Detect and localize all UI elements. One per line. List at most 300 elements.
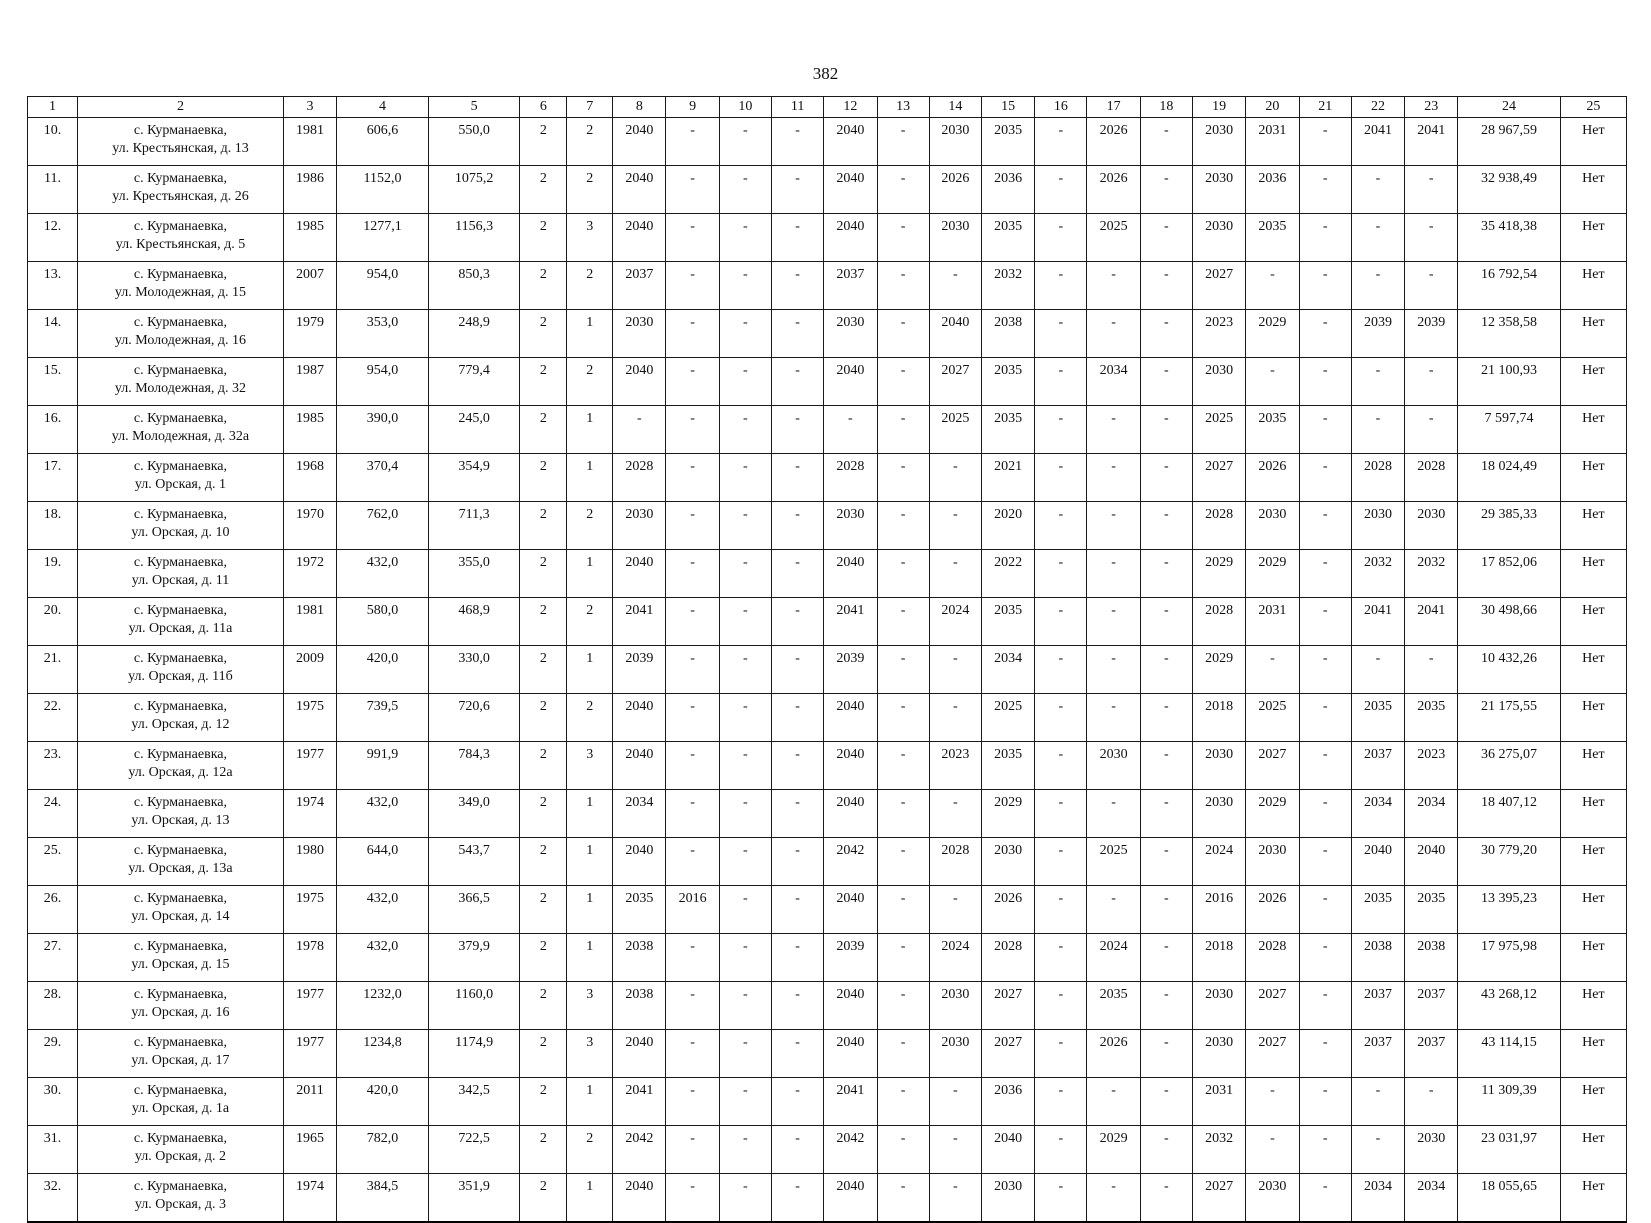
address-settlement: с. Курманаевка, xyxy=(133,459,228,474)
address-street: ул. Орская, д. 11а xyxy=(128,621,233,636)
table-row xyxy=(28,310,1627,358)
cell-col-20: 2035 xyxy=(1246,406,1299,454)
cell-col-17: - xyxy=(1087,1078,1140,1126)
cell-col-24: 18 024,49 xyxy=(1458,454,1560,502)
cell-col-25: Нет xyxy=(1560,838,1626,886)
cell-col-9: - xyxy=(666,934,719,982)
address-settlement: с. Курманаевка, xyxy=(133,987,228,1002)
cell-col-18: - xyxy=(1140,598,1192,646)
cell-col-18: - xyxy=(1140,262,1192,310)
cell-col-11: - xyxy=(772,694,824,742)
cell-col-24: 10 432,26 xyxy=(1458,646,1560,694)
address-cell xyxy=(78,742,284,790)
row-number: 20. xyxy=(28,598,78,646)
row-number: 24. xyxy=(28,790,78,838)
cell-col-13: - xyxy=(877,1174,929,1223)
cell-col-22: 2037 xyxy=(1351,742,1404,790)
row-number: 25. xyxy=(28,838,78,886)
cell-col-11: - xyxy=(772,454,824,502)
cell-col-4: 1232,0 xyxy=(337,982,429,1030)
cell-col-19: 2030 xyxy=(1192,742,1245,790)
cell-col-13: - xyxy=(877,550,929,598)
cell-col-19: 2030 xyxy=(1192,118,1245,166)
row-number: 14. xyxy=(28,310,78,358)
address-settlement: с. Курманаевка, xyxy=(133,1083,228,1098)
cell-col-11: - xyxy=(772,550,824,598)
cell-col-13: - xyxy=(877,790,929,838)
address-cell xyxy=(78,1030,284,1078)
row-number: 26. xyxy=(28,886,78,934)
cell-col-5: 550,0 xyxy=(428,118,520,166)
cell-col-4: 580,0 xyxy=(337,598,429,646)
cell-col-13: - xyxy=(877,214,929,262)
cell-col-11: - xyxy=(772,1126,824,1174)
cell-col-10: - xyxy=(719,742,771,790)
address-settlement: с. Курманаевка, xyxy=(133,699,228,714)
address-cell xyxy=(78,934,284,982)
cell-col-16: - xyxy=(1035,550,1087,598)
cell-col-15: 2038 xyxy=(981,310,1034,358)
cell-col-8: 2040 xyxy=(613,694,666,742)
cell-col-4: 432,0 xyxy=(337,790,429,838)
cell-col-11: - xyxy=(772,358,824,406)
address-street: ул. Орская, д. 11б xyxy=(128,669,233,684)
cell-col-15: 2036 xyxy=(981,1078,1034,1126)
column-header-4: 4 xyxy=(337,97,429,118)
cell-col-14: 2030 xyxy=(929,982,981,1030)
address-settlement: с. Курманаевка, xyxy=(133,411,228,426)
cell-col-22: 2041 xyxy=(1351,598,1404,646)
cell-col-24: 30 498,66 xyxy=(1458,598,1560,646)
address-settlement: с. Курманаевка, xyxy=(133,555,228,570)
cell-col-12: 2041 xyxy=(824,598,877,646)
cell-col-9: - xyxy=(666,502,719,550)
cell-col-17: - xyxy=(1087,1174,1140,1223)
cell-col-19: 2028 xyxy=(1192,598,1245,646)
cell-col-10: - xyxy=(719,1078,771,1126)
cell-col-13: - xyxy=(877,982,929,1030)
cell-col-18: - xyxy=(1140,934,1192,982)
cell-col-12: 2042 xyxy=(824,838,877,886)
cell-col-18: - xyxy=(1140,454,1192,502)
table-row xyxy=(28,694,1627,742)
cell-col-7: 1 xyxy=(567,550,613,598)
cell-col-23: - xyxy=(1405,1078,1458,1126)
cell-col-8: - xyxy=(613,406,666,454)
cell-col-20: 2029 xyxy=(1246,310,1299,358)
cell-col-17: 2034 xyxy=(1087,358,1140,406)
cell-col-21: - xyxy=(1299,1030,1351,1078)
cell-col-24: 12 358,58 xyxy=(1458,310,1560,358)
cell-col-21: - xyxy=(1299,262,1351,310)
cell-col-4: 1152,0 xyxy=(337,166,429,214)
cell-col-6: 2 xyxy=(520,1078,567,1126)
cell-col-14: - xyxy=(929,694,981,742)
cell-col-20: 2027 xyxy=(1246,982,1299,1030)
cell-col-7: 3 xyxy=(567,742,613,790)
address-cell xyxy=(78,358,284,406)
column-header-14: 14 xyxy=(929,97,981,118)
cell-col-16: - xyxy=(1035,982,1087,1030)
cell-col-21: - xyxy=(1299,454,1351,502)
address-street: ул. Молодежная, д. 15 xyxy=(114,285,247,300)
cell-col-3: 1975 xyxy=(283,694,336,742)
cell-col-21: - xyxy=(1299,358,1351,406)
cell-col-19: 2029 xyxy=(1192,646,1245,694)
cell-col-5: 379,9 xyxy=(428,934,520,982)
cell-col-6: 2 xyxy=(520,310,567,358)
cell-col-9: - xyxy=(666,358,719,406)
address-settlement: с. Курманаевка, xyxy=(133,603,228,618)
cell-col-8: 2034 xyxy=(613,790,666,838)
cell-col-18: - xyxy=(1140,550,1192,598)
cell-col-15: 2040 xyxy=(981,1126,1034,1174)
cell-col-11: - xyxy=(772,1174,824,1223)
cell-col-20: 2029 xyxy=(1246,790,1299,838)
cell-col-22: 2028 xyxy=(1351,454,1404,502)
cell-col-10: - xyxy=(719,886,771,934)
cell-col-18: - xyxy=(1140,310,1192,358)
cell-col-25: Нет xyxy=(1560,934,1626,982)
cell-col-15: 2027 xyxy=(981,1030,1034,1078)
address-settlement: с. Курманаевка, xyxy=(133,219,228,234)
cell-col-25: Нет xyxy=(1560,502,1626,550)
cell-col-5: 351,9 xyxy=(428,1174,520,1223)
cell-col-5: 1156,3 xyxy=(428,214,520,262)
cell-col-23: 2039 xyxy=(1405,310,1458,358)
cell-col-25: Нет xyxy=(1560,1078,1626,1126)
column-header-17: 17 xyxy=(1087,97,1140,118)
cell-col-3: 1987 xyxy=(283,358,336,406)
cell-col-7: 2 xyxy=(567,262,613,310)
cell-col-20: - xyxy=(1246,358,1299,406)
cell-col-15: 2035 xyxy=(981,406,1034,454)
cell-col-16: - xyxy=(1035,934,1087,982)
cell-col-3: 1981 xyxy=(283,598,336,646)
cell-col-6: 2 xyxy=(520,358,567,406)
cell-col-11: - xyxy=(772,742,824,790)
cell-col-9: - xyxy=(666,1174,719,1223)
cell-col-19: 2023 xyxy=(1192,310,1245,358)
cell-col-19: 2027 xyxy=(1192,1174,1245,1223)
cell-col-13: - xyxy=(877,358,929,406)
cell-col-20: - xyxy=(1246,646,1299,694)
cell-col-21: - xyxy=(1299,1174,1351,1223)
address-street: ул. Орская, д. 1 xyxy=(134,477,226,492)
cell-col-18: - xyxy=(1140,790,1192,838)
cell-col-16: - xyxy=(1035,1078,1087,1126)
cell-col-8: 2035 xyxy=(613,886,666,934)
cell-col-20: 2027 xyxy=(1246,1030,1299,1078)
row-number: 10. xyxy=(28,118,78,166)
address-street: ул. Молодежная, д. 32а xyxy=(111,429,250,444)
cell-col-16: - xyxy=(1035,454,1087,502)
cell-col-18: - xyxy=(1140,214,1192,262)
cell-col-14: - xyxy=(929,790,981,838)
cell-col-19: 2030 xyxy=(1192,790,1245,838)
cell-col-18: - xyxy=(1140,694,1192,742)
cell-col-7: 2 xyxy=(567,598,613,646)
cell-col-8: 2041 xyxy=(613,598,666,646)
cell-col-7: 1 xyxy=(567,310,613,358)
cell-col-19: 2027 xyxy=(1192,454,1245,502)
cell-col-24: 18 055,65 xyxy=(1458,1174,1560,1223)
cell-col-8: 2028 xyxy=(613,454,666,502)
cell-col-4: 432,0 xyxy=(337,934,429,982)
cell-col-23: 2041 xyxy=(1405,118,1458,166)
cell-col-19: 2025 xyxy=(1192,406,1245,454)
column-header-18: 18 xyxy=(1140,97,1192,118)
cell-col-14: - xyxy=(929,262,981,310)
cell-col-19: 2024 xyxy=(1192,838,1245,886)
cell-col-23: - xyxy=(1405,262,1458,310)
cell-col-11: - xyxy=(772,118,824,166)
table-row xyxy=(28,502,1627,550)
cell-col-17: 2025 xyxy=(1087,214,1140,262)
cell-col-12: 2040 xyxy=(824,982,877,1030)
cell-col-6: 2 xyxy=(520,1030,567,1078)
cell-col-7: 2 xyxy=(567,694,613,742)
cell-col-11: - xyxy=(772,790,824,838)
cell-col-22: - xyxy=(1351,166,1404,214)
cell-col-21: - xyxy=(1299,166,1351,214)
cell-col-17: 2026 xyxy=(1087,1030,1140,1078)
address-settlement: с. Курманаевка, xyxy=(133,843,228,858)
cell-col-14: - xyxy=(929,1126,981,1174)
table-row xyxy=(28,598,1627,646)
address-cell xyxy=(78,310,284,358)
cell-col-22: - xyxy=(1351,358,1404,406)
cell-col-12: 2041 xyxy=(824,1078,877,1126)
cell-col-17: - xyxy=(1087,262,1140,310)
cell-col-24: 7 597,74 xyxy=(1458,406,1560,454)
cell-col-18: - xyxy=(1140,406,1192,454)
row-number: 27. xyxy=(28,934,78,982)
column-header-15: 15 xyxy=(981,97,1034,118)
cell-col-6: 2 xyxy=(520,502,567,550)
cell-col-12: 2040 xyxy=(824,166,877,214)
address-cell xyxy=(78,166,284,214)
cell-col-9: - xyxy=(666,550,719,598)
cell-col-9: - xyxy=(666,1078,719,1126)
cell-col-15: 2034 xyxy=(981,646,1034,694)
address-settlement: с. Курманаевка, xyxy=(133,891,228,906)
cell-col-25: Нет xyxy=(1560,1030,1626,1078)
cell-col-13: - xyxy=(877,166,929,214)
cell-col-11: - xyxy=(772,838,824,886)
cell-col-19: 2028 xyxy=(1192,502,1245,550)
address-settlement: с. Курманаевка, xyxy=(133,1179,228,1194)
cell-col-7: 1 xyxy=(567,1174,613,1223)
cell-col-25: Нет xyxy=(1560,454,1626,502)
cell-col-18: - xyxy=(1140,1078,1192,1126)
cell-col-21: - xyxy=(1299,838,1351,886)
cell-col-15: 2025 xyxy=(981,694,1034,742)
cell-col-7: 1 xyxy=(567,454,613,502)
cell-col-18: - xyxy=(1140,502,1192,550)
cell-col-4: 991,9 xyxy=(337,742,429,790)
cell-col-7: 2 xyxy=(567,166,613,214)
cell-col-14: 2024 xyxy=(929,598,981,646)
cell-col-20: 2029 xyxy=(1246,550,1299,598)
cell-col-12: 2042 xyxy=(824,1126,877,1174)
cell-col-12: 2040 xyxy=(824,118,877,166)
cell-col-9: - xyxy=(666,1030,719,1078)
cell-col-8: 2040 xyxy=(613,1030,666,1078)
cell-col-20: 2025 xyxy=(1246,694,1299,742)
cell-col-4: 644,0 xyxy=(337,838,429,886)
cell-col-3: 1974 xyxy=(283,1174,336,1223)
cell-col-23: 2030 xyxy=(1405,502,1458,550)
cell-col-23: 2038 xyxy=(1405,934,1458,982)
cell-col-22: 2035 xyxy=(1351,694,1404,742)
cell-col-22: 2038 xyxy=(1351,934,1404,982)
cell-col-4: 782,0 xyxy=(337,1126,429,1174)
cell-col-16: - xyxy=(1035,502,1087,550)
cell-col-17: - xyxy=(1087,454,1140,502)
cell-col-23: 2037 xyxy=(1405,1030,1458,1078)
cell-col-8: 2040 xyxy=(613,742,666,790)
address-street: ул. Орская, д. 2 xyxy=(134,1149,226,1164)
cell-col-5: 543,7 xyxy=(428,838,520,886)
cell-col-23: 2028 xyxy=(1405,454,1458,502)
address-cell xyxy=(78,1174,284,1223)
address-cell xyxy=(78,406,284,454)
row-number: 32. xyxy=(28,1174,78,1223)
cell-col-8: 2038 xyxy=(613,982,666,1030)
cell-col-6: 2 xyxy=(520,790,567,838)
cell-col-17: - xyxy=(1087,790,1140,838)
row-number: 11. xyxy=(28,166,78,214)
cell-col-15: 2022 xyxy=(981,550,1034,598)
cell-col-22: - xyxy=(1351,262,1404,310)
cell-col-9: - xyxy=(666,982,719,1030)
cell-col-4: 384,5 xyxy=(337,1174,429,1223)
cell-col-11: - xyxy=(772,262,824,310)
cell-col-3: 2011 xyxy=(283,1078,336,1126)
cell-col-19: 2030 xyxy=(1192,166,1245,214)
cell-col-11: - xyxy=(772,598,824,646)
cell-col-23: 2034 xyxy=(1405,790,1458,838)
address-street: ул. Орская, д. 10 xyxy=(131,525,230,540)
cell-col-22: - xyxy=(1351,406,1404,454)
cell-col-13: - xyxy=(877,1126,929,1174)
cell-col-25: Нет xyxy=(1560,406,1626,454)
cell-col-22: 2034 xyxy=(1351,1174,1404,1223)
cell-col-6: 2 xyxy=(520,454,567,502)
cell-col-17: 2024 xyxy=(1087,934,1140,982)
cell-col-9: - xyxy=(666,310,719,358)
column-header-23: 23 xyxy=(1405,97,1458,118)
cell-col-5: 711,3 xyxy=(428,502,520,550)
cell-col-12: 2037 xyxy=(824,262,877,310)
cell-col-25: Нет xyxy=(1560,550,1626,598)
cell-col-15: 2026 xyxy=(981,886,1034,934)
cell-col-15: 2036 xyxy=(981,166,1034,214)
cell-col-10: - xyxy=(719,694,771,742)
cell-col-5: 366,5 xyxy=(428,886,520,934)
cell-col-4: 353,0 xyxy=(337,310,429,358)
cell-col-14: 2028 xyxy=(929,838,981,886)
cell-col-13: - xyxy=(877,886,929,934)
cell-col-13: - xyxy=(877,406,929,454)
cell-col-17: 2026 xyxy=(1087,118,1140,166)
cell-col-20: - xyxy=(1246,1078,1299,1126)
cell-col-23: - xyxy=(1405,358,1458,406)
cell-col-3: 1985 xyxy=(283,406,336,454)
cell-col-16: - xyxy=(1035,886,1087,934)
cell-col-18: - xyxy=(1140,646,1192,694)
address-street: ул. Орская, д. 13 xyxy=(131,813,230,828)
cell-col-16: - xyxy=(1035,790,1087,838)
cell-col-20: 2030 xyxy=(1246,1174,1299,1223)
cell-col-8: 2040 xyxy=(613,214,666,262)
address-street: ул. Крестьянская, д. 26 xyxy=(112,189,249,204)
cell-col-7: 3 xyxy=(567,1030,613,1078)
cell-col-3: 1965 xyxy=(283,1126,336,1174)
cell-col-8: 2039 xyxy=(613,646,666,694)
cell-col-21: - xyxy=(1299,886,1351,934)
cell-col-7: 1 xyxy=(567,646,613,694)
cell-col-6: 2 xyxy=(520,214,567,262)
cell-col-16: - xyxy=(1035,358,1087,406)
address-settlement: с. Курманаевка, xyxy=(133,363,228,378)
page-number: 382 xyxy=(812,64,839,83)
cell-col-18: - xyxy=(1140,742,1192,790)
cell-col-14: 2040 xyxy=(929,310,981,358)
cell-col-17: - xyxy=(1087,646,1140,694)
address-street: ул. Орская, д. 12 xyxy=(131,717,230,732)
cell-col-19: 2027 xyxy=(1192,262,1245,310)
cell-col-6: 2 xyxy=(520,1174,567,1223)
row-number: 22. xyxy=(28,694,78,742)
address-settlement: с. Курманаевка, xyxy=(133,123,228,138)
cell-col-15: 2035 xyxy=(981,214,1034,262)
cell-col-4: 390,0 xyxy=(337,406,429,454)
cell-col-16: - xyxy=(1035,1030,1087,1078)
cell-col-13: - xyxy=(877,454,929,502)
cell-col-9: - xyxy=(666,742,719,790)
row-number: 30. xyxy=(28,1078,78,1126)
cell-col-6: 2 xyxy=(520,694,567,742)
cell-col-20: 2030 xyxy=(1246,502,1299,550)
cell-col-4: 370,4 xyxy=(337,454,429,502)
cell-col-19: 2016 xyxy=(1192,886,1245,934)
cell-col-13: - xyxy=(877,838,929,886)
cell-col-5: 784,3 xyxy=(428,742,520,790)
cell-col-18: - xyxy=(1140,1126,1192,1174)
cell-col-15: 2030 xyxy=(981,838,1034,886)
cell-col-21: - xyxy=(1299,598,1351,646)
cell-col-24: 36 275,07 xyxy=(1458,742,1560,790)
cell-col-21: - xyxy=(1299,694,1351,742)
cell-col-17: 2026 xyxy=(1087,166,1140,214)
cell-col-11: - xyxy=(772,982,824,1030)
cell-col-8: 2040 xyxy=(613,1174,666,1223)
column-header-1: 1 xyxy=(28,97,78,118)
cell-col-17: - xyxy=(1087,598,1140,646)
column-header-19: 19 xyxy=(1192,97,1245,118)
cell-col-10: - xyxy=(719,790,771,838)
cell-col-6: 2 xyxy=(520,742,567,790)
cell-col-4: 954,0 xyxy=(337,262,429,310)
cell-col-15: 2035 xyxy=(981,742,1034,790)
cell-col-15: 2029 xyxy=(981,790,1034,838)
cell-col-15: 2027 xyxy=(981,982,1034,1030)
cell-col-3: 1980 xyxy=(283,838,336,886)
cell-col-7: 1 xyxy=(567,934,613,982)
cell-col-21: - xyxy=(1299,502,1351,550)
